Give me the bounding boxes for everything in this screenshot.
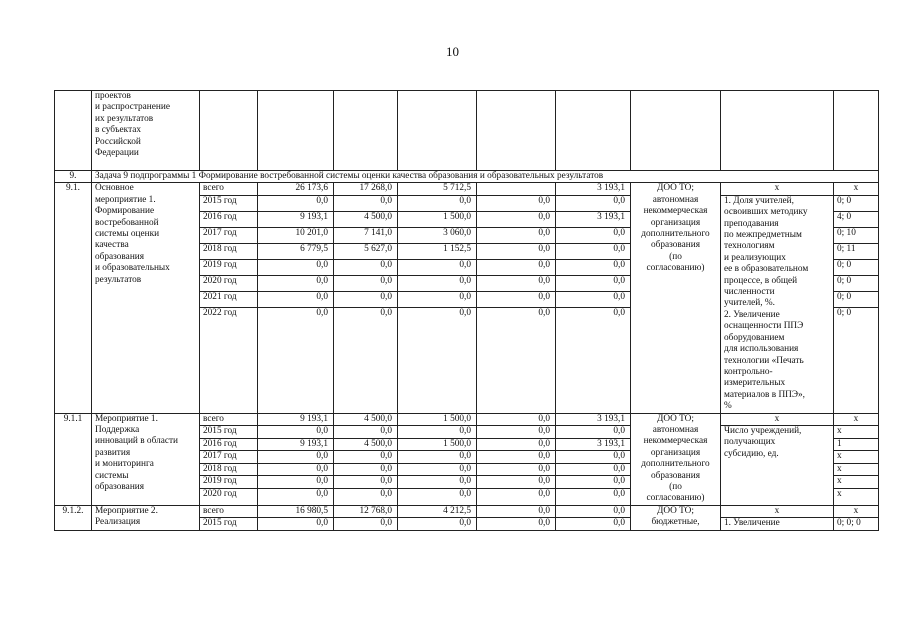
regional-budget: 0,0 xyxy=(398,259,477,275)
row-number xyxy=(55,91,92,171)
year-label: 2017 год xyxy=(200,227,258,243)
federal-budget: 0,0 xyxy=(334,259,398,275)
other-sources: 0,0 xyxy=(556,259,631,275)
activity-name: Мероприятие 1. Поддержка инноваций в области развития и мониторинга системы образования xyxy=(92,413,200,505)
year-label: 2018 год xyxy=(200,243,258,259)
table-row xyxy=(55,91,879,171)
total-amount: 16 980,5 xyxy=(258,505,334,517)
table-body xyxy=(55,91,879,531)
federal-budget: 4 500,0 xyxy=(334,438,398,450)
regional-budget: 5 712,5 xyxy=(398,183,477,195)
regional-budget: 0,0 xyxy=(398,275,477,291)
executor: ДОО ТО; автономная некоммерческая организация дополнительного образования (по согласованию) xyxy=(631,413,721,505)
activity-name: проектов и распространение их результатов в субъектах Российской Федерации xyxy=(92,91,200,171)
indicator-value: 0; 0 xyxy=(834,275,879,291)
local-budget: 0,0 xyxy=(477,243,556,259)
indicator-value: х xyxy=(834,488,879,505)
task-row xyxy=(55,171,879,183)
year-label: 2015 год xyxy=(200,425,258,438)
year-label: 2015 год xyxy=(200,195,258,211)
indicator-value: х xyxy=(834,451,879,463)
year-label: 2019 год xyxy=(200,259,258,275)
value-header: х xyxy=(834,505,879,517)
federal-budget: 0,0 xyxy=(334,275,398,291)
indicator-value: 0; 0; 0 xyxy=(834,518,879,530)
year-label: всего xyxy=(200,183,258,195)
indicator-value: х xyxy=(834,476,879,488)
indicator-value: 0; 0 xyxy=(834,291,879,307)
federal-budget: 0,0 xyxy=(334,425,398,438)
local-budget: 0,0 xyxy=(477,307,556,413)
local-budget: 0,0 xyxy=(477,211,556,227)
indicator-value: 0; 11 xyxy=(834,243,879,259)
program-table xyxy=(54,90,879,531)
local-budget: 0,0 xyxy=(477,259,556,275)
total-amount: 6 779,5 xyxy=(258,243,334,259)
federal-budget: 0,0 xyxy=(334,463,398,475)
indicator-description: Число учреждений, получающих субсидию, ед. xyxy=(721,425,834,505)
regional-budget: 0,0 xyxy=(398,476,477,488)
local-budget: 0,0 xyxy=(477,195,556,211)
indicator-description: 1. Доля учителей, освоивших методику преподавания по межпредметным технологиям и реализующих ее в образовательном процессе, в общей численности учителей, %. 2. Увеличение оснащенности ППЭ оборудованием для использования технологии «Печать контрольно- измерительных материалов в ППЭ», % xyxy=(721,195,834,413)
regional-budget: 0,0 xyxy=(398,195,477,211)
year-label: 2016 год xyxy=(200,438,258,450)
other-sources: 0,0 xyxy=(556,227,631,243)
local-budget: 0,0 xyxy=(477,463,556,475)
year-label: 2019 год xyxy=(200,476,258,488)
regional-budget: 3 060,0 xyxy=(398,227,477,243)
total-amount: 0,0 xyxy=(258,463,334,475)
activity-name: Основное мероприятие 1. Формирование востребованной системы оценки качества образования и образовательных результатов xyxy=(92,183,200,413)
regional-budget: 0,0 xyxy=(398,307,477,413)
year-label: всего xyxy=(200,413,258,425)
local-budget: 0,0 xyxy=(477,518,556,530)
regional-budget: 1 152,5 xyxy=(398,243,477,259)
local-budget: 0,0 xyxy=(477,476,556,488)
other-sources: 3 193,1 xyxy=(556,211,631,227)
total-amount: 0,0 xyxy=(258,307,334,413)
total-amount: 0,0 xyxy=(258,259,334,275)
regional-budget: 1 500,0 xyxy=(398,211,477,227)
local-budget: 0,0 xyxy=(477,451,556,463)
regional-budget: 4 212,5 xyxy=(398,505,477,517)
row-number: 9.1.2. xyxy=(55,505,92,530)
year-label: 2017 год xyxy=(200,451,258,463)
other-sources: 0,0 xyxy=(556,307,631,413)
table-row xyxy=(55,413,879,425)
other-sources: 0,0 xyxy=(556,463,631,475)
other-sources: 0,0 xyxy=(556,291,631,307)
other-sources: 0,0 xyxy=(556,275,631,291)
federal-budget: 17 268,0 xyxy=(334,183,398,195)
federal-budget: 0,0 xyxy=(334,307,398,413)
federal-budget: 0,0 xyxy=(334,291,398,307)
regional-budget: 0,0 xyxy=(398,463,477,475)
other-sources: 0,0 xyxy=(556,488,631,505)
local-budget: 0,0 xyxy=(477,488,556,505)
other-sources: 3 193,1 xyxy=(556,183,631,195)
year-label: 2018 год xyxy=(200,463,258,475)
local-budget: 0,0 xyxy=(477,413,556,425)
total-amount: 0,0 xyxy=(258,195,334,211)
total-amount: 9 193,1 xyxy=(258,413,334,425)
total-amount: 10 201,0 xyxy=(258,227,334,243)
federal-budget: 4 500,0 xyxy=(334,413,398,425)
other-sources: 3 193,1 xyxy=(556,413,631,425)
local-budget: 0,0 xyxy=(477,275,556,291)
federal-budget: 5 627,0 xyxy=(334,243,398,259)
federal-budget: 4 500,0 xyxy=(334,211,398,227)
other-sources: 3 193,1 xyxy=(556,438,631,450)
regional-budget: 1 500,0 xyxy=(398,413,477,425)
total-amount: 0,0 xyxy=(258,451,334,463)
indicator-header: х xyxy=(721,413,834,425)
other-sources: 0,0 xyxy=(556,476,631,488)
year-label: 2016 год xyxy=(200,211,258,227)
federal-budget: 0,0 xyxy=(334,518,398,530)
year-label: 2015 год xyxy=(200,518,258,530)
value-header: х xyxy=(834,413,879,425)
other-sources: 0,0 xyxy=(556,425,631,438)
local-budget: 0,0 xyxy=(477,291,556,307)
total-amount: 0,0 xyxy=(258,488,334,505)
indicator-value: 0; 0 xyxy=(834,307,879,413)
value-header: х xyxy=(834,183,879,195)
indicator-header: х xyxy=(721,505,834,517)
total-amount: 26 173,6 xyxy=(258,183,334,195)
indicator-description: 1. Увеличение xyxy=(721,518,834,530)
federal-budget: 7 141,0 xyxy=(334,227,398,243)
task-title: Задача 9 подпрограммы 1 Формирование востребованной системы оценки качества образования и образовательных результатов xyxy=(92,171,879,183)
indicator-value: 0; 0 xyxy=(834,259,879,275)
total-amount: 0,0 xyxy=(258,518,334,530)
task-number: 9. xyxy=(55,171,92,183)
federal-budget: 0,0 xyxy=(334,195,398,211)
regional-budget: 0,0 xyxy=(398,425,477,438)
indicator-value: х xyxy=(834,425,879,438)
indicator-header: х xyxy=(721,183,834,195)
indicator-value: х xyxy=(834,463,879,475)
year-label: всего xyxy=(200,505,258,517)
local-budget: 0,0 xyxy=(477,227,556,243)
other-sources: 0,0 xyxy=(556,195,631,211)
page-number: 10 xyxy=(446,44,459,59)
total-amount: 0,0 xyxy=(258,291,334,307)
federal-budget: 12 768,0 xyxy=(334,505,398,517)
year-label: 2020 год xyxy=(200,488,258,505)
local-budget: 0,0 xyxy=(477,425,556,438)
total-amount: 0,0 xyxy=(258,476,334,488)
regional-budget: 0,0 xyxy=(398,518,477,530)
local-budget: 0,0 xyxy=(477,505,556,517)
regional-budget: 0,0 xyxy=(398,291,477,307)
other-sources: 0,0 xyxy=(556,243,631,259)
federal-budget: 0,0 xyxy=(334,488,398,505)
federal-budget: 0,0 xyxy=(334,476,398,488)
executor: ДОО ТО; автономная некоммерческая организация дополнительного образования (по согласованию) xyxy=(631,183,721,413)
regional-budget: 1 500,0 xyxy=(398,438,477,450)
local-budget xyxy=(477,183,556,195)
year-label: 2021 год xyxy=(200,291,258,307)
indicator-value: 1 xyxy=(834,438,879,450)
table-row xyxy=(55,183,879,195)
row-number: 9.1. xyxy=(55,183,92,413)
total-amount: 9 193,1 xyxy=(258,211,334,227)
year-label: 2022 год xyxy=(200,307,258,413)
row-number: 9.1.1 xyxy=(55,413,92,505)
other-sources: 0,0 xyxy=(556,451,631,463)
indicator-value: 0; 0 xyxy=(834,195,879,211)
other-sources: 0,0 xyxy=(556,518,631,530)
total-amount: 0,0 xyxy=(258,275,334,291)
indicator-value: 0; 10 xyxy=(834,227,879,243)
regional-budget: 0,0 xyxy=(398,488,477,505)
federal-budget: 0,0 xyxy=(334,451,398,463)
year-label: 2020 год xyxy=(200,275,258,291)
activity-name: Мероприятие 2. Реализация xyxy=(92,505,200,530)
executor: ДОО ТО; бюджетные, xyxy=(631,505,721,530)
total-amount: 9 193,1 xyxy=(258,438,334,450)
local-budget: 0,0 xyxy=(477,438,556,450)
indicator-value: 4; 0 xyxy=(834,211,879,227)
regional-budget: 0,0 xyxy=(398,451,477,463)
other-sources: 0,0 xyxy=(556,505,631,517)
total-amount: 0,0 xyxy=(258,425,334,438)
table-row xyxy=(55,505,879,517)
